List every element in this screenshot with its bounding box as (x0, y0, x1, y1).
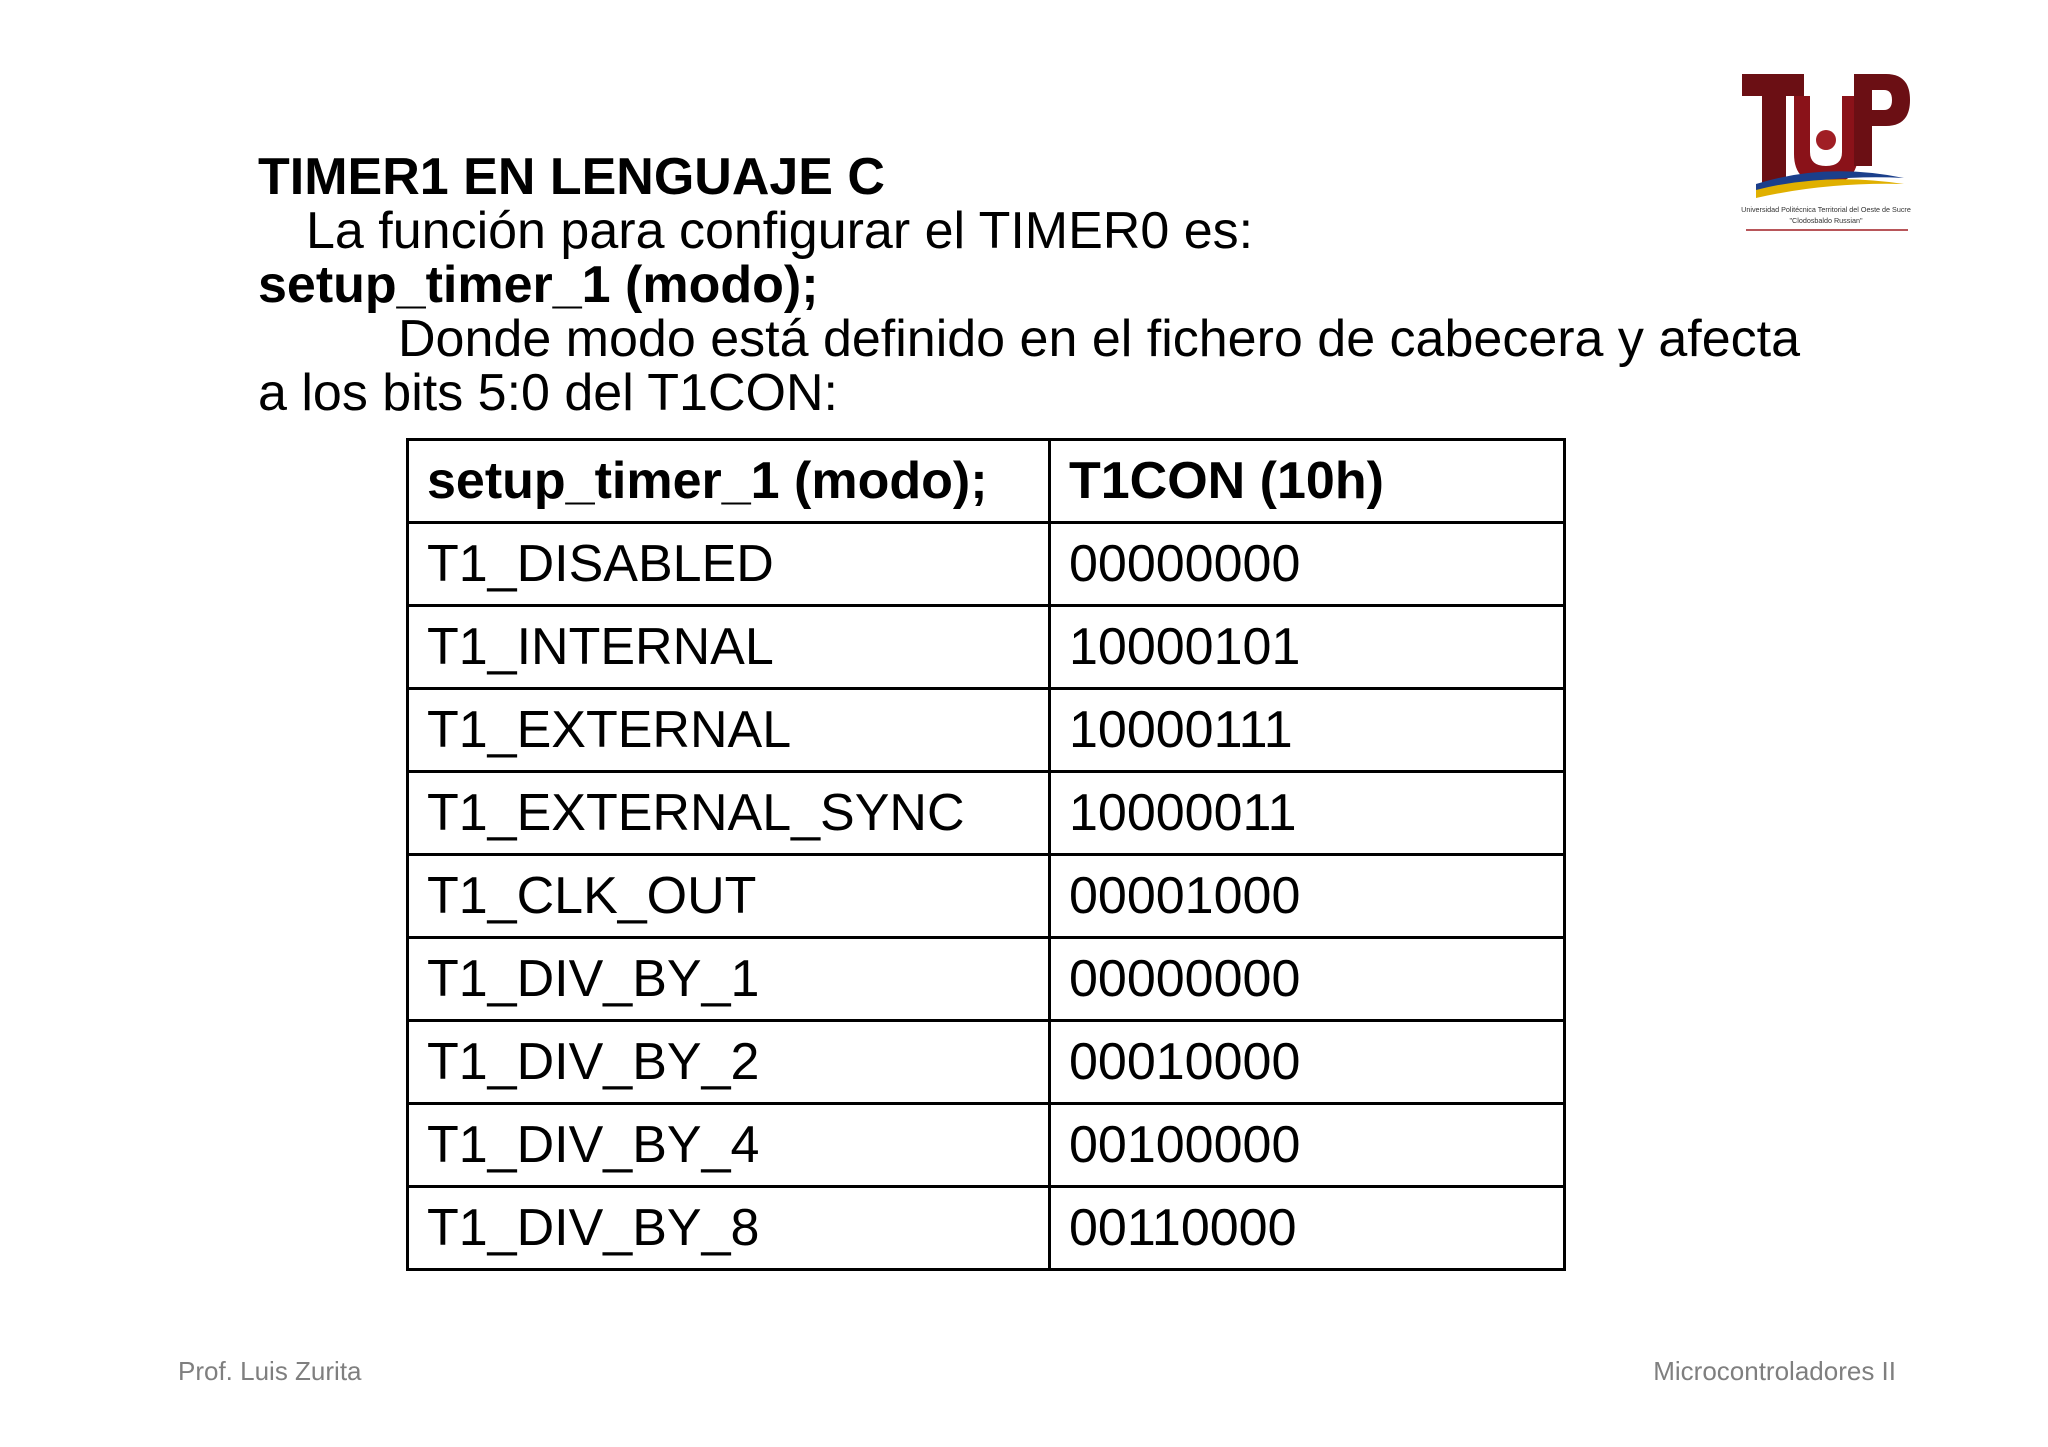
value-cell: 10000101 (1050, 606, 1565, 689)
table-row (408, 606, 1565, 689)
table-row (408, 1104, 1565, 1187)
value-cell: 10000111 (1050, 689, 1565, 772)
table-row (408, 689, 1565, 772)
table-row (408, 855, 1565, 938)
mode-cell: T1_EXTERNAL_SYNC (408, 772, 1050, 855)
header-cell: T1CON (10h) (1050, 440, 1565, 523)
description-line-1: Donde modo está definido en el fichero de cabecera y afecta (398, 310, 1801, 368)
value-cell: 10000011 (1050, 772, 1565, 855)
footer-course: Microcontroladores II (1653, 1356, 1896, 1386)
timer1-config-table (406, 438, 1566, 1271)
value-cell: 00000000 (1050, 523, 1565, 606)
mode-cell: T1_DIV_BY_2 (408, 1021, 1050, 1104)
logo-caption-1: Universidad Politécnica Territorial del Oeste de Sucre (1741, 205, 1911, 214)
mode-cell: T1_DISABLED (408, 523, 1050, 606)
value-cell: 00010000 (1050, 1021, 1565, 1104)
mode-cell: T1_DIV_BY_8 (408, 1187, 1050, 1270)
value-cell: 00100000 (1050, 1104, 1565, 1187)
table-row (408, 1187, 1565, 1270)
value-cell: 00000000 (1050, 938, 1565, 1021)
footer-author: Prof. Luis Zurita (178, 1356, 362, 1386)
mode-cell: T1_EXTERNAL (408, 689, 1050, 772)
mode-cell: T1_INTERNAL (408, 606, 1050, 689)
value-cell: 00001000 (1050, 855, 1565, 938)
mode-cell: T1_CLK_OUT (408, 855, 1050, 938)
function-call: setup_timer_1 (modo); (258, 256, 819, 314)
logo-caption-2: "Clodosbaldo Russian" (1789, 216, 1863, 225)
table-row (408, 1021, 1565, 1104)
mode-cell: T1_DIV_BY_4 (408, 1104, 1050, 1187)
university-logo (1736, 66, 1916, 236)
value-cell: 00110000 (1050, 1187, 1565, 1270)
table-header-row (408, 440, 1565, 523)
header-cell: setup_timer_1 (modo); (408, 440, 1050, 523)
table-row (408, 772, 1565, 855)
intro-text: La función para configurar el TIMER0 es: (306, 202, 1254, 260)
description-line-2: a los bits 5:0 del T1CON: (258, 364, 838, 422)
slide-title: TIMER1 EN LENGUAJE C (258, 148, 885, 206)
mode-cell: T1_DIV_BY_1 (408, 938, 1050, 1021)
table-row (408, 523, 1565, 606)
table-row (408, 938, 1565, 1021)
